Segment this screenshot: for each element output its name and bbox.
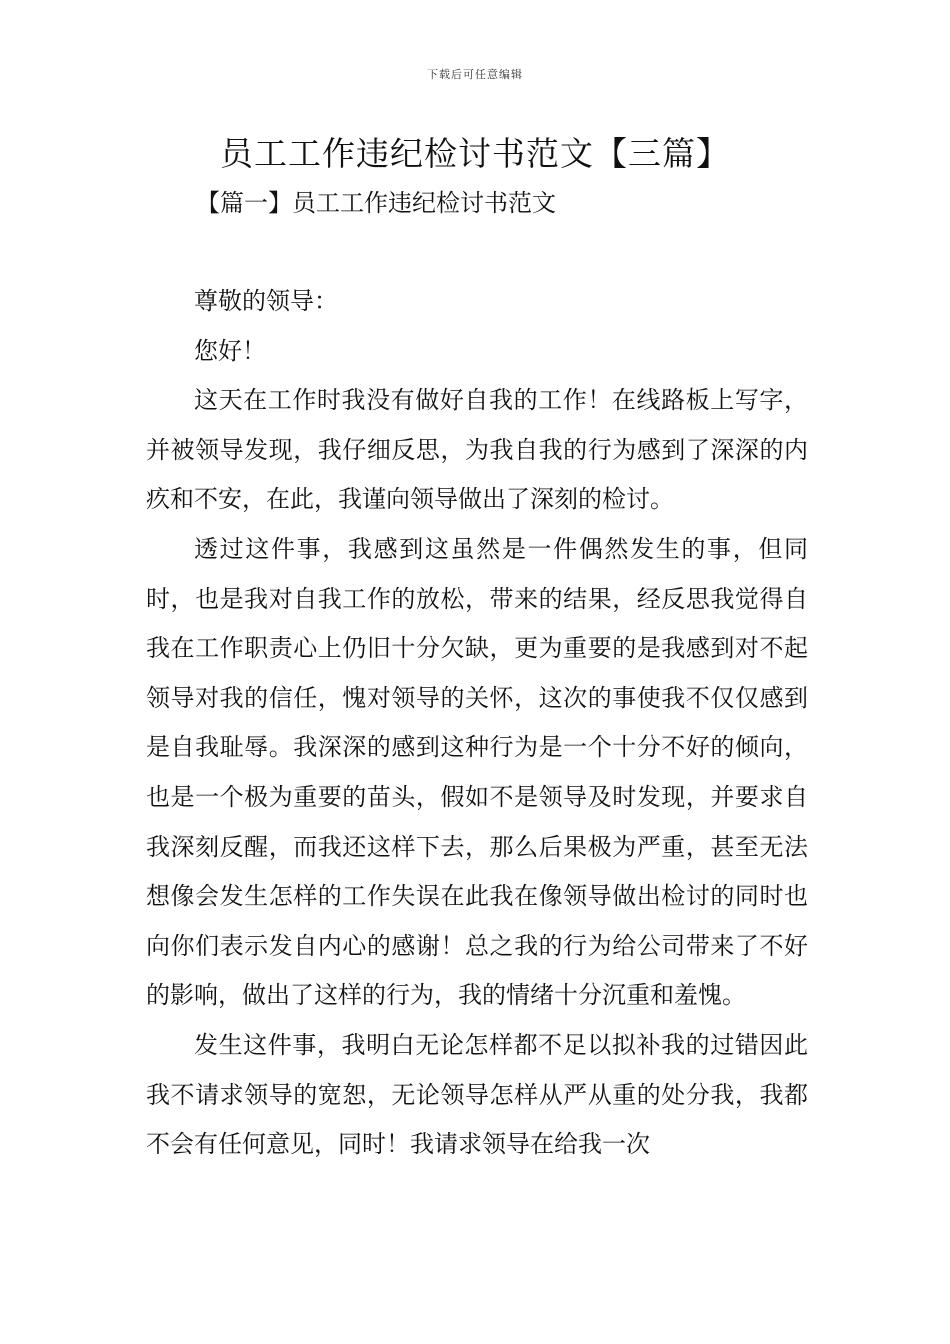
greeting: 您好！ bbox=[194, 336, 266, 365]
paragraph-2: 透过这件事，我感到这虽然是一件偶然发生的事，但同时，也是我对自我工作的放松，带来的结果，经反思我觉得自我在工作职责心上仍旧十分欠缺，更为重要的是我感到对不起领导对我的信任，愧对领导的关怀，这次的事使我不仅仅感到是自我耻辱。我深深的感到这种行为是一个十分不好的倾向，也是一个极为重要的苗头，假如不是领导及时发现，并要求自我深刻反醒，而我还这样下去，那么后果极为严重，甚至无法想像会发生怎样的工作失误在此我在像领导做出检讨的同时也向你们表示发自内心的感谢！总之我的行为给公司带来了不好的影响，做出了这样的行为，我的情绪十分沉重和羞愧。 bbox=[146, 534, 808, 1010]
section-heading: 【篇一】员工工作违纪检讨书范文 bbox=[196, 189, 556, 217]
paragraph-1: 这天在工作时我没有做好自我的工作！在线路板上写字，并被领导发现，我仔细反思，为我自我的行为感到了深深的内疚和不安，在此，我谨向领导做出了深刻的检讨。 bbox=[146, 386, 808, 514]
document-title: 员工工作违纪检讨书范文【三篇】 bbox=[220, 134, 730, 173]
header-note: 下载后可任意编辑 bbox=[427, 68, 523, 81]
salutation: 尊敬的领导： bbox=[194, 287, 338, 315]
paragraph-3: 发生这件事，我明白无论怎样都不足以拟补我的过错因此我不请求领导的宽恕，无论领导怎样从严从重的处分我，我都不会有任何意见，同时！我请求领导在给我一次 bbox=[146, 1030, 808, 1159]
document-body bbox=[146, 277, 808, 1170]
